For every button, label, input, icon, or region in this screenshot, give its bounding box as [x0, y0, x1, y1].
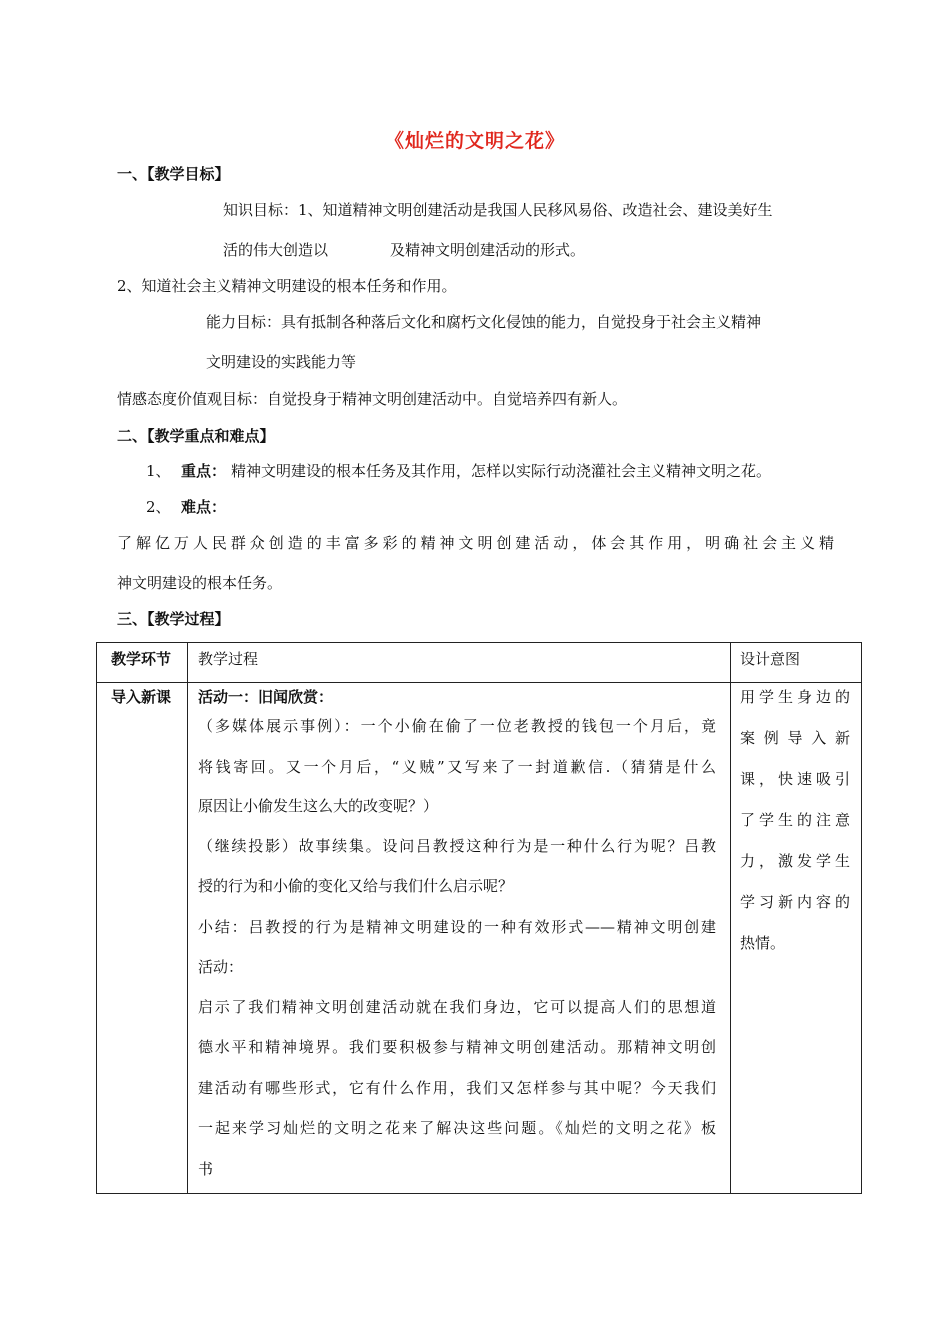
- key-point-number: 1、: [146, 462, 171, 480]
- stage-intro: 导入新课: [111, 688, 172, 706]
- knowledge-objective-line2a: 活的伟大创造以: [223, 241, 329, 259]
- header-cell-stage: [97, 643, 188, 683]
- process-line: 活动：: [198, 958, 244, 976]
- process-line: 原因让小偷发生这么大的改变呢？）: [198, 797, 439, 815]
- activity-title: 活动一：旧闻欣赏：: [198, 688, 334, 706]
- document-title: 《灿烂的文明之花》: [384, 130, 565, 152]
- intent-line: 学习新内容的: [740, 893, 850, 911]
- stage-cell: [97, 683, 188, 1194]
- header-process: 教学过程: [198, 650, 259, 668]
- process-line: 建活动有哪些形式，它有什么作用，我们又怎样参与其中呢？今天我们: [198, 1079, 716, 1097]
- process-line: 书: [198, 1160, 214, 1178]
- process-line: （继续投影）故事续集。设问吕教授这种行为是一种什么行为呢？吕教: [198, 837, 716, 855]
- ability-objective-line2: 文明建设的实践能力等: [206, 353, 357, 371]
- section-heading-key-points: 二、【教学重点和难点】: [117, 427, 275, 445]
- process-line: 启示了我们精神文明创建活动就在我们身边，它可以提高人们的思想道: [198, 998, 716, 1016]
- process-line: 小结：吕教授的行为是精神文明建设的一种有效形式——精神文明创建: [198, 918, 716, 936]
- ability-objective-line1: 能力目标：具有抵制各种落后文化和腐朽文化侵蚀的能力，自觉投身于社会主义精神: [206, 313, 762, 331]
- process-line: 授的行为和小偷的变化又给与我们什么启示呢？: [198, 877, 514, 895]
- intent-cell: [731, 683, 862, 1194]
- intent-line: 力，激发学生: [740, 852, 850, 870]
- intent-line: 了学生的注意: [740, 811, 850, 829]
- intent-line: 案例导入新: [740, 729, 850, 747]
- header-cell-intent: [731, 643, 862, 683]
- knowledge-objective-line2b: 及精神文明创建活动的形式。: [390, 241, 586, 259]
- process-line: 将钱寄回。又一个月后，“义贼”又写来了一封道歉信.（猜猜是什么: [198, 758, 716, 776]
- difficulty-text-line1: 了解亿万人民群众创造的丰富多彩的精神文明创建活动，体会其作用，明确社会主义精: [117, 534, 834, 552]
- knowledge-objective-line1: 知识目标：1、知道精神文明创建活动是我国人民移风易俗、改造社会、建设美好生: [223, 201, 773, 219]
- process-line: 德水平和精神境界。我们要积极参与精神文明创建活动。那精神文明创: [198, 1038, 716, 1056]
- process-line: （多媒体展示事例）：一个小偷在偷了一位老教授的钱包一个月后，竟: [198, 717, 716, 735]
- header-stage: 教学环节: [111, 650, 172, 668]
- difficulty-number: 2、: [146, 498, 171, 516]
- intent-line: 热情。: [740, 934, 786, 952]
- section-heading-objectives: 一、【教学目标】: [117, 165, 230, 183]
- header-intent: 设计意图: [740, 650, 801, 668]
- knowledge-objective-2: 2、知道社会主义精神文明建设的根本任务和作用。: [117, 277, 457, 295]
- emotion-objective: 情感态度价值观目标：自觉投身于精神文明创建活动中。自觉培养四有新人。: [117, 390, 628, 408]
- section-heading-process: 三、【教学过程】: [117, 610, 230, 628]
- teaching-process-table: [96, 642, 862, 1194]
- intent-line: 用学生身边的: [740, 688, 850, 706]
- key-point-label: 重点：: [181, 462, 227, 480]
- key-point-text: 精神文明建设的根本任务及其作用，怎样以实际行动浇灌社会主义精神文明之花。: [231, 462, 772, 480]
- process-cell: [188, 683, 731, 1194]
- difficulty-text-line2: 神文明建设的根本任务。: [117, 574, 283, 592]
- header-cell-process: [188, 643, 731, 683]
- intent-line: 课，快速吸引: [740, 770, 850, 788]
- process-line: 一起来学习灿烂的文明之花来了解决这些问题。《灿烂的文明之花》板: [198, 1119, 716, 1137]
- difficulty-label: 难点：: [181, 498, 227, 516]
